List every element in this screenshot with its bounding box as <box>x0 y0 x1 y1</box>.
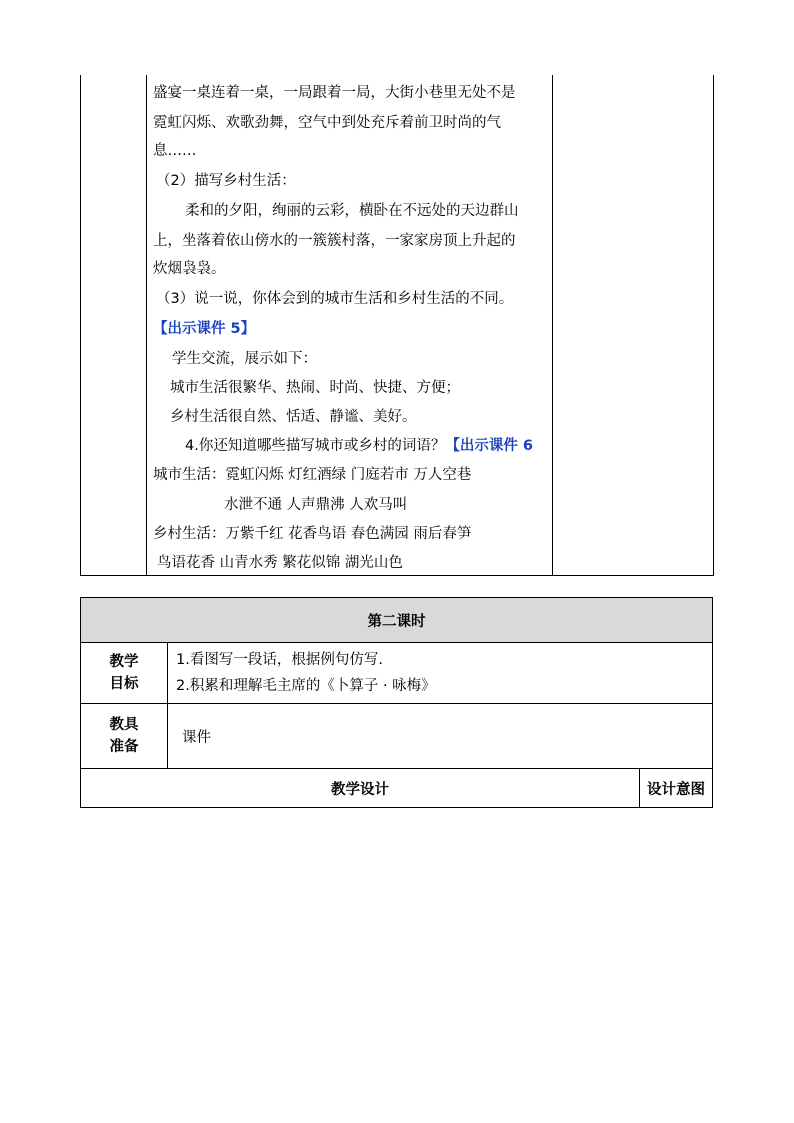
goal-label-line: 教学 <box>109 654 139 670</box>
prep-value: 课件 <box>168 704 713 769</box>
content-line: 息…… <box>153 143 197 159</box>
table-border-left <box>80 75 81 576</box>
content-line: （3）说一说，你体会到的城市生活和乡村生活的不同。 <box>156 291 514 307</box>
content-line: 霓虹闪烁、欢歌劲舞，空气中到处充斥着前卫时尚的气 <box>153 115 501 131</box>
courseware-tag: 【出示课件 6 <box>445 438 533 454</box>
table-border-right <box>713 75 714 576</box>
table-border-bottom <box>80 575 714 576</box>
goal-label-line: 目标 <box>109 676 139 692</box>
table-column-divider <box>552 75 553 576</box>
content-line: 城市生活很繁华、热闹、时尚、快捷、方便； <box>170 380 460 396</box>
content-line: 学生交流，展示如下： <box>172 351 317 367</box>
content-line: 炊烟袅袅。 <box>153 261 226 277</box>
prep-label-line: 教具 <box>109 717 139 733</box>
city-words-line: 水泄不通 人声鼎沸 人欢马叫 <box>224 497 408 513</box>
courseware-tag: 【出示课件 5】 <box>153 321 256 337</box>
intent-header: 设计意图 <box>639 769 712 808</box>
village-words-line: 鸟语花香 山青水秀 繁花似锦 湖光山色 <box>157 555 403 571</box>
content-line: 上，坐落着依山傍水的一簇簇村落，一家家房顶上升起的 <box>153 233 516 249</box>
content-line <box>185 436 533 456</box>
question-text: 4.你还知道哪些描写城市或乡村的词语？ <box>185 438 446 454</box>
content-line: 盛宴一桌连着一桌，一局跟着一局，大街小巷里无处不是 <box>153 85 516 101</box>
prep-label <box>81 704 168 769</box>
design-header: 教学设计 <box>81 769 640 808</box>
content-line: （2）描写乡村生活： <box>156 173 296 189</box>
table-column-divider <box>146 75 147 576</box>
city-words-line: 城市生活：霓虹闪烁 灯红酒绿 门庭若市 万人空巷 <box>153 467 472 483</box>
goal-label <box>81 643 168 704</box>
content-line: 乡村生活很自然、恬适、静谧、美好。 <box>170 409 417 425</box>
goal-item: 2.积累和理解毛主席的《卜算子 · 咏梅》 <box>176 678 436 694</box>
goal-item: 1.看图写一段话，根据例句仿写. <box>176 652 383 668</box>
village-words-line: 乡村生活：万紫千红 花香鸟语 春色满园 雨后春笋 <box>153 526 472 542</box>
content-line: 柔和的夕阳，绚丽的云彩，横卧在不远处的天边群山 <box>185 203 519 219</box>
prep-label-line: 准备 <box>109 739 139 755</box>
lesson2-table <box>80 597 713 808</box>
lesson2-title: 第二课时 <box>81 598 713 643</box>
goal-list <box>168 643 713 704</box>
